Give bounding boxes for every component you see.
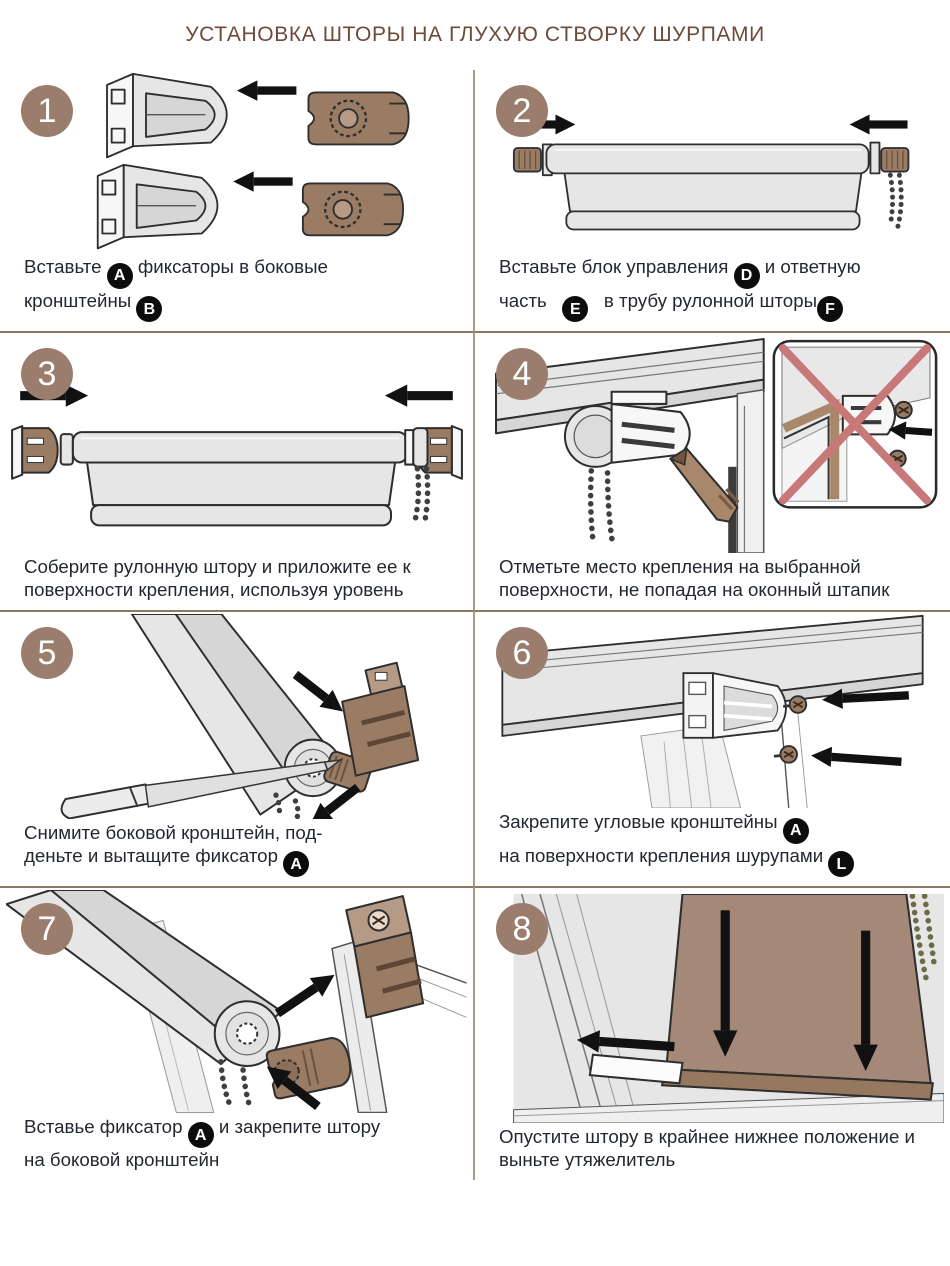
roller-tube (73, 432, 407, 462)
fixator-clip (266, 1035, 354, 1099)
step-number-badge: 5 (21, 627, 73, 679)
chain (243, 1070, 249, 1104)
step-number-badge: 1 (21, 85, 73, 137)
letter-badge: E (562, 296, 588, 322)
step-4-panel (475, 333, 950, 612)
pencil (670, 449, 738, 522)
steps-grid (0, 70, 950, 1180)
step-3-panel (0, 333, 475, 612)
arrow-icon (271, 966, 340, 1023)
screw-icon (896, 402, 912, 418)
step-3-caption: Соберите рулонную штору и приложите ее к поверхности крепления, используя уровень (24, 556, 411, 600)
step-5-caption: Снимите боковой кронштейн, под- деньте и вытащите фиксатор A (24, 821, 465, 878)
step-1-panel (0, 70, 475, 333)
step-2-caption: Вставьте блок управления D и ответную часть E в трубу рулонной шторы F (499, 255, 942, 322)
step-number-badge: 4 (496, 348, 548, 400)
letter-badge: F (817, 296, 843, 322)
roller-tube (546, 144, 868, 173)
step-8-panel (475, 888, 950, 1180)
arrow-icon (810, 745, 902, 772)
side-bracket (98, 165, 218, 249)
letter-badge: D (734, 263, 760, 289)
arrow-icon (233, 171, 292, 191)
step-2-illustration (475, 70, 950, 253)
step-4-caption: Отметьте место крепления на выбранной поверхности, не попадая на оконный штапик (499, 556, 890, 600)
shade-fabric (87, 463, 395, 506)
step-6-caption: Закрепите угловые кронштейны A на поверхности крепления шурупами L (499, 810, 942, 877)
page-title: УСТАНОВКА ШТОРЫ НА ГЛУХУЮ СТВОРКУ ШУРПАМИ (185, 23, 765, 46)
letter-badge: A (783, 818, 809, 844)
step-number-badge: 7 (21, 903, 73, 955)
side-bracket (342, 663, 418, 776)
chain (608, 473, 613, 544)
shade-fabric (565, 173, 862, 211)
side-bracket (107, 74, 227, 158)
step-1-illustration (0, 70, 473, 253)
chain (591, 471, 594, 544)
step-8-caption: Опустите штору в крайнее нижнее положение и выньте утяжелитель (499, 1126, 915, 1170)
letter-badge: A (283, 851, 309, 877)
letter-badge: B (136, 296, 162, 322)
end-cap (61, 434, 73, 464)
letter-badge: A (188, 1122, 214, 1148)
step-number-badge: 6 (496, 627, 548, 679)
arrow-icon (237, 80, 296, 100)
step-7-caption: Вставье фиксатор A и закрепите штору на боковой кронштейн (24, 1115, 381, 1170)
bottom-bar (91, 505, 391, 525)
step-number-badge: 3 (21, 348, 73, 400)
letter-badge: A (107, 263, 133, 289)
wrong-placement-inset (774, 341, 936, 507)
step-number-badge: 2 (496, 85, 548, 137)
chain (221, 1062, 229, 1102)
step-number-badge: 8 (496, 903, 548, 955)
chain (890, 175, 892, 224)
end-cap (405, 430, 413, 464)
step-2-panel (475, 70, 950, 333)
chain (295, 801, 298, 817)
arrow-icon (385, 385, 453, 407)
step-1-caption: Вставьте A фиксаторы в боковые кронштейны B (24, 255, 465, 322)
bottom-bar (566, 211, 859, 229)
step-6-illustration (475, 612, 950, 808)
side-bracket (12, 426, 58, 479)
screw-icon (774, 746, 797, 763)
chain-wheel (413, 428, 427, 467)
fixator-clip (308, 92, 408, 144)
letter-badge: L (828, 851, 854, 877)
chain (898, 175, 902, 227)
chain (424, 469, 427, 524)
chain (415, 469, 418, 520)
step-7-panel (0, 888, 475, 1180)
arrow-icon (850, 115, 908, 135)
step-6-panel (475, 612, 950, 888)
shade-fabric (666, 894, 931, 1083)
control-unit (870, 143, 908, 174)
step-5-panel (0, 612, 475, 888)
fixator-clip (303, 183, 403, 235)
